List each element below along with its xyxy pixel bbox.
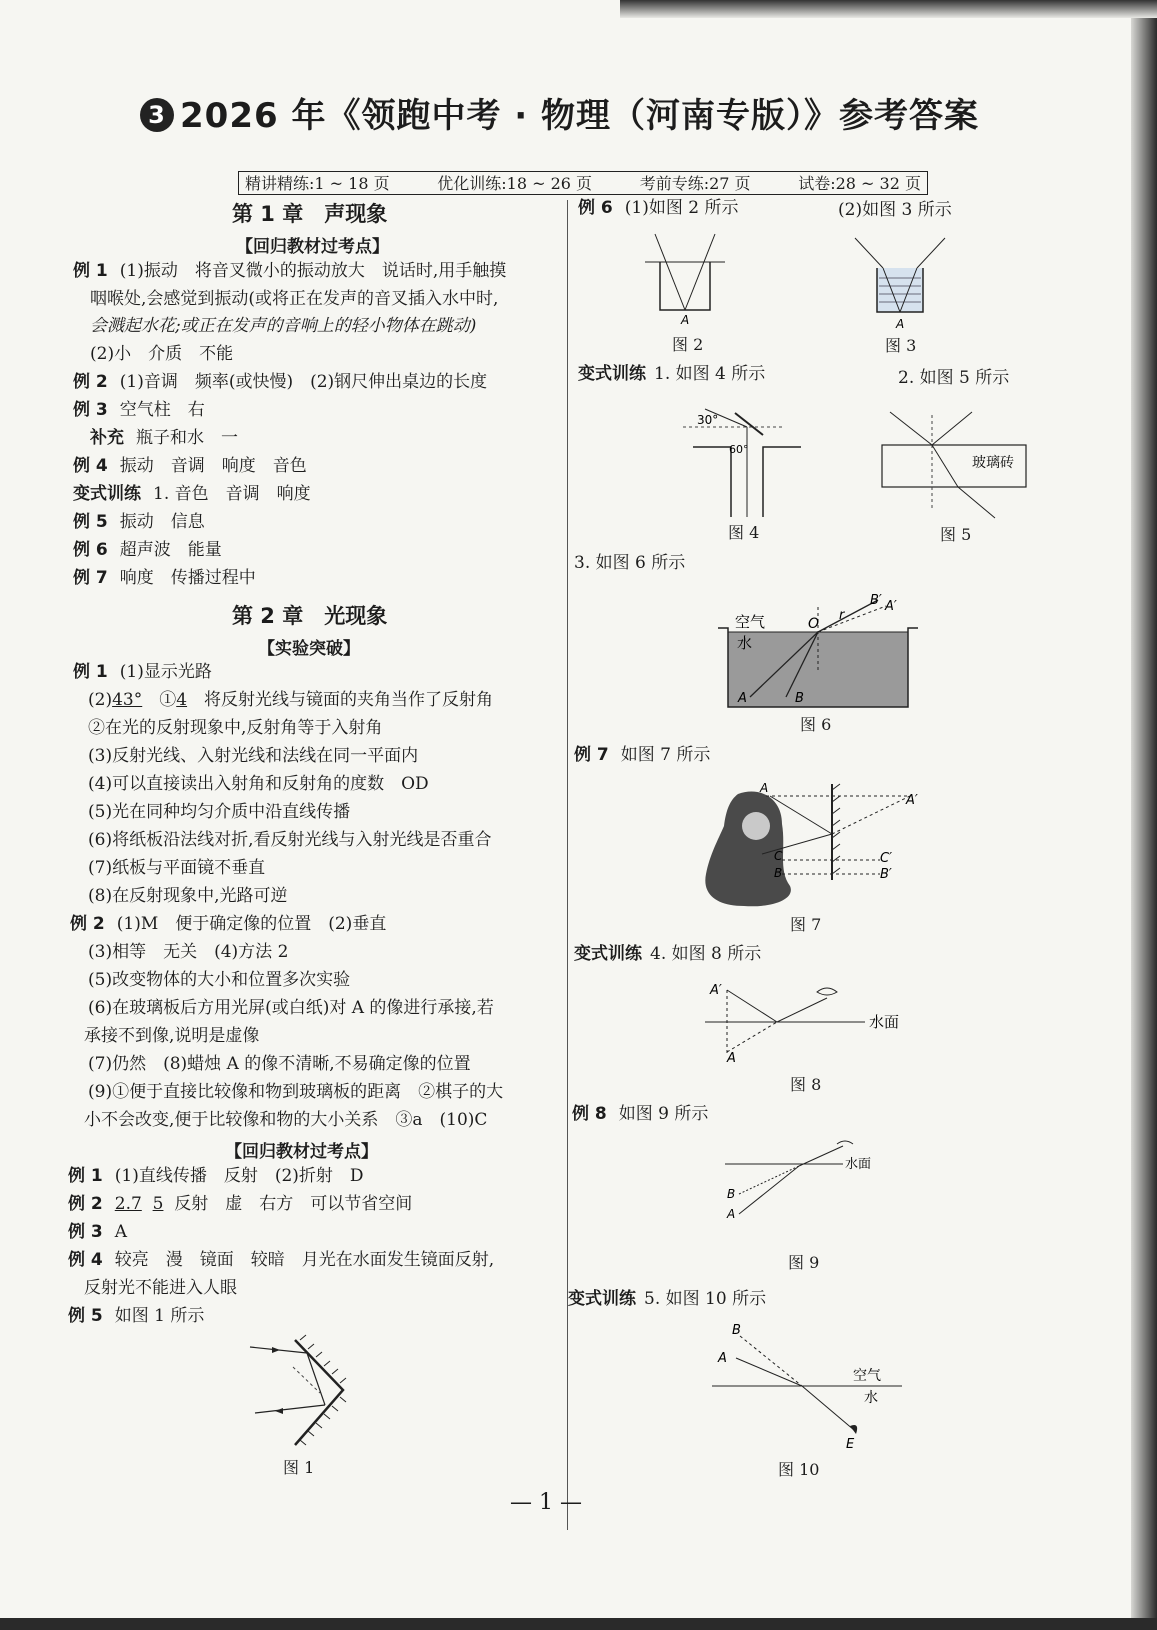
answer-line [73,398,205,422]
answer-line [90,426,238,450]
answer-line [68,1304,204,1328]
example-label: 例 8 [572,1104,607,1124]
page-range-box [238,171,928,195]
page-range-item: 考前专练:27 页 [639,174,751,193]
figure-3-diagram [855,238,945,333]
figure-5-caption: 图 5 [940,525,972,544]
answer-line [578,362,765,386]
example-label: 例 1 [68,1166,103,1186]
answer-line: (9)①便于直接比较像和物到玻璃板的距离 ②棋子的大 [88,1082,504,1102]
answer-line [578,196,738,220]
example-label: 例 5 [73,512,108,532]
figure-10-caption: 图 10 [778,1460,820,1479]
point-label: A [896,317,905,331]
page-range-item: 精讲精练:1 ~ 18 页 [245,174,390,193]
ray-out [255,1405,325,1413]
answer-line [68,1192,412,1216]
figure-5-diagram [880,410,1030,520]
ray [727,990,777,1022]
answer-line: (7)纸板与平面镜不垂直 [88,858,266,878]
example-label: 例 6 [73,540,108,560]
example-label: 例 2 [70,914,105,934]
answer-text: 将反射光线与镜面的夹角当作了反射角 [187,690,494,710]
example-label: 例 5 [68,1306,103,1326]
angle-label: 30° [697,413,719,427]
answer-line [73,566,256,590]
ray-right [917,238,945,268]
incident-ray [890,412,932,445]
figure-6-caption: 图 6 [800,715,832,734]
answer-line [574,743,710,767]
answer-text: 4. 如图 8 所示 [650,944,762,964]
answer-line: (7)仍然 (8)蜡烛 A 的像不清晰,不易确定像的位置 [88,1054,471,1074]
image-line [832,796,910,834]
answer-line: 咽喉处,会感觉到振动(或将正在发声的音叉插入水中时, [90,289,499,309]
point-label: E [846,1437,855,1452]
answer-line: (8)在反射现象中,光路可逆 [88,886,288,906]
example-label: 变式训练 [73,484,141,504]
example-label: 例 4 [68,1250,103,1270]
figure-10-diagram [712,1322,902,1454]
answer-line [68,1248,494,1272]
figure-6-diagram [718,592,918,710]
figure-7-caption: 图 7 [790,915,822,934]
point-label: A [727,1051,736,1066]
answer-text: 较亮 漫 镜面 较暗 月光在水面发生镜面反射, [114,1250,495,1270]
answer-line: (4)可以直接读出入射角和反射角的度数 OD [88,774,429,794]
figure-2-caption: 图 2 [672,335,704,354]
answer-text: (1)显示光路 [119,662,212,682]
point-label: B [732,1323,741,1338]
section-heading: 【回归教材过考点】 [236,237,389,257]
refracted-ray [932,445,958,487]
answer-line: 3. 如图 6 所示 [574,553,686,573]
point-label: B′ [870,593,882,608]
example-label: 例 2 [68,1194,103,1214]
eye-icon [837,1141,853,1144]
section-heading: 【回归教材过考点】 [225,1142,378,1162]
answer-line: 会溅起水花;或正在发声的音响上的轻小物体在跳动) [90,316,477,336]
medium-label: 空气 [735,613,766,631]
answer-text: (1)如图 2 所示 [624,198,739,218]
point-label: O [808,616,820,632]
answer-text: ① [142,690,177,710]
answer-line [88,688,493,712]
answer-line [73,454,307,478]
answer-line: 反射光不能进入人眼 [84,1278,237,1298]
example-label: 例 6 [578,198,613,218]
example-label: 例 7 [574,745,609,765]
container [877,268,923,312]
point-label: A′ [710,983,722,998]
point-label: B′ [880,867,892,882]
page-number: — 1 — [510,1490,582,1515]
figure-8-diagram [705,980,915,1065]
answer-blank: 4 [176,690,188,710]
angle-label: r [839,608,845,623]
answer-line [73,259,506,283]
point-label: B [774,866,783,880]
answer-line [70,912,386,936]
point-label: A′ [885,599,897,614]
water-surface-label: 水面 [869,1013,900,1031]
answer-line: (6)在玻璃板后方用光屏(或白纸)对 A 的像进行承接,若 [88,998,494,1018]
answer-line [73,370,487,394]
glass-label: 玻璃砖 [972,455,1014,471]
arrow [275,1408,283,1414]
ray [777,998,827,1022]
answer-line: (2)小 介质 不能 [90,344,234,364]
eye-icon [850,1425,857,1434]
answer-line: (2)如图 3 所示 [838,200,952,220]
ray-out [818,600,878,632]
answer-text: (1)振动 将音叉微小的振动放大 说话时,用手触摸 [119,261,507,281]
answer-text: 如图 1 所示 [114,1306,205,1326]
reflected-ray [932,412,972,445]
example-label: 变式训练 [574,944,642,964]
answer-text: 如图 9 所示 [618,1104,709,1124]
answer-line: 2. 如图 5 所示 [898,368,1010,388]
section-heading: 【实验突破】 [258,639,360,659]
angle-label: 60° [729,443,749,456]
answer-blank: 2.7 [114,1194,142,1214]
page-range-item: 优化训练:18 ~ 26 页 [437,174,593,193]
answer-line: (5)光在同种均匀介质中沿直线传播 [88,802,351,822]
answer-text: 响度 传播过程中 [119,568,256,588]
figure-7-diagram [700,782,930,910]
answer-text: 振动 音调 响度 音色 [119,456,307,476]
answer-text: 振动 信息 [119,512,205,532]
example-label: 例 2 [73,372,108,392]
chapter-2-title: 第 2 章 光现象 [232,604,388,628]
answer-text: 空气柱 右 [119,400,205,420]
answer-line: (6)将纸板沿法线对折,看反射光线与入射光线是否重合 [88,830,492,850]
answer-text: (2) [88,690,113,710]
answer-line [73,660,212,684]
emerging-ray [799,1146,843,1166]
medium-label: 空气 [853,1368,881,1384]
point-label: A [718,1351,727,1366]
example-label: 例 1 [73,261,108,281]
point-label: B [795,691,804,706]
page-range-item: 试卷:28 ~ 32 页 [798,174,921,193]
answer-line [574,942,761,966]
answer-line: 小不会改变,便于比较像和物的大小关系 ③a (10)C [84,1110,488,1130]
ray-out-dashed [818,606,886,632]
scan-edge-right [1131,0,1157,1630]
answer-line: 承接不到像,说明是虚像 [84,1026,260,1046]
answer-line: ②在光的反射现象中,反射角等于入射角 [88,718,383,738]
scan-edge-top [620,0,1157,18]
answer-text: 瓶子和水 一 [136,428,238,448]
figure-4-caption: 图 4 [728,523,760,542]
point-label: A [738,691,747,706]
example-label: 例 7 [73,568,108,588]
example-label: 例 1 [73,662,108,682]
figure-9-caption: 图 9 [788,1253,820,1272]
figure-3-caption: 图 3 [885,336,917,355]
example-label: 变式训练 [578,364,646,384]
ray-left [855,238,883,268]
water-surface-label: 水面 [845,1157,872,1172]
title-badge: 3 [140,98,174,132]
page-title [140,88,1040,137]
refracted-ray [802,1386,854,1430]
medium-label: 水 [737,634,753,652]
example-label: 例 3 [73,400,108,420]
answer-text: A [114,1222,128,1242]
answer-text: (1)直线传播 反射 (2)折射 D [114,1166,364,1186]
virtual-ray [727,1022,777,1052]
figure-1-caption: 图 1 [283,1458,315,1477]
container [660,262,710,310]
eye-icon [817,988,837,995]
answer-text: 1. 音色 音调 响度 [153,484,311,504]
answer-line [73,482,311,506]
well-left [693,447,731,517]
title-text: 2026 年《领跑中考 · 物理（河南专版）》参考答案 [180,96,980,136]
answer-line: (3)反射光线、入射光线和法线在同一平面内 [88,746,419,766]
opera-face [742,812,770,840]
point-label: C [774,849,783,863]
answer-line: (3)相等 无关 (4)方法 2 [88,942,289,962]
figure-8-caption: 图 8 [790,1075,822,1094]
example-label: 补充 [90,428,124,448]
answer-blank: 43° [112,690,143,710]
example-label: 例 4 [73,456,108,476]
figure-4-diagram [683,405,803,520]
column-divider [567,200,568,1530]
scan-edge-bottom [0,1618,1157,1630]
well-right [763,447,801,517]
answer-text: 5. 如图 10 所示 [644,1289,767,1309]
figure-2-diagram [645,232,725,332]
answer-blank: 5 [152,1194,164,1214]
answer-text: 如图 7 所示 [620,745,711,765]
medium-label: 水 [864,1390,878,1406]
figure-1-diagram [245,1335,355,1455]
answer-line [572,1102,708,1126]
answer-line [68,1220,127,1244]
answer-text: (1)音调 频率(或快慢) (2)钢尺伸出桌边的长度 [119,372,488,392]
point-label: C′ [880,851,893,866]
answer-text: 反射 虚 右方 可以节省空间 [174,1194,413,1214]
figure-9-diagram [725,1138,895,1228]
answer-line [68,1164,364,1188]
answer-line [73,510,205,534]
point-label: A [760,781,769,795]
emerging-ray [958,487,995,518]
answer-text: (1)M 便于确定像的位置 (2)垂直 [116,914,387,934]
point-label: A [727,1207,736,1221]
ray-from-a [736,1358,802,1386]
point-label: B [727,1187,736,1201]
arrow [272,1347,280,1353]
answer-line [73,538,222,562]
answer-line [568,1287,766,1311]
example-label: 例 3 [68,1222,103,1242]
point-label: A′ [906,793,918,808]
point-label: A [681,313,690,327]
answer-text: 超声波 能量 [119,540,222,560]
answer-line: (5)改变物体的大小和位置多次实验 [88,970,351,990]
chapter-1-title: 第 1 章 声现象 [232,202,388,226]
answer-text: 1. 如图 4 所示 [654,364,766,384]
example-label: 变式训练 [568,1289,636,1309]
ray-from-b [740,1336,802,1386]
